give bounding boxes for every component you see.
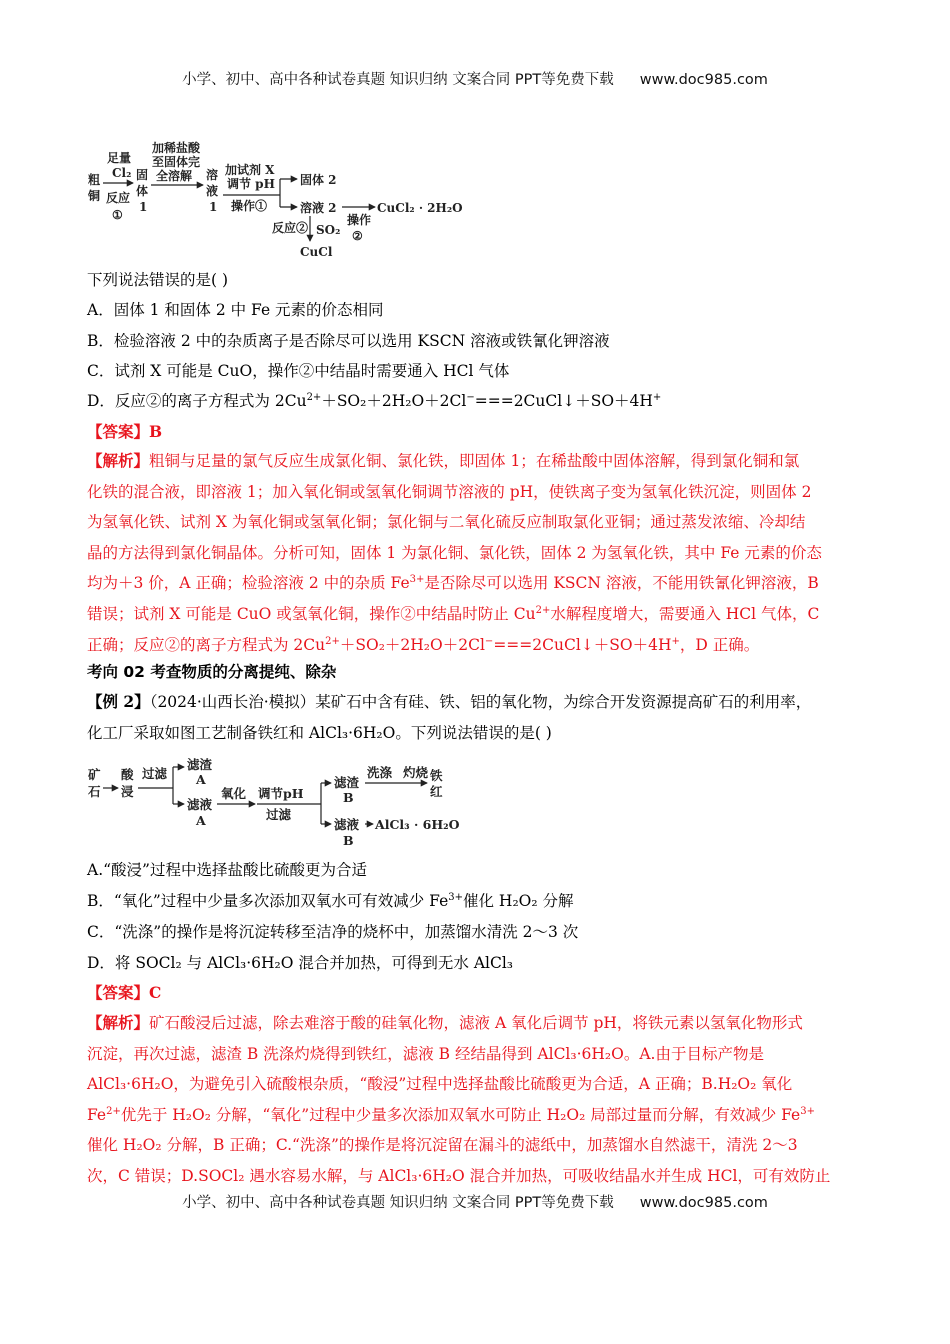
d1-solid2: 固体 2 bbox=[300, 173, 337, 187]
footer-text: 小学、初中、高中各种试卷真题 知识归纳 文案合同 PPT等免费下载 bbox=[182, 1195, 614, 1211]
section-title: 考向 02 考查物质的分离提纯、除杂 bbox=[87, 663, 337, 681]
header-site[interactable]: www.doc985.com bbox=[639, 72, 768, 88]
d1-s1-top-2: Cl₂ bbox=[112, 166, 132, 180]
d1-start-1: 粗 bbox=[88, 173, 101, 187]
d1-solid1-3: 1 bbox=[139, 200, 148, 214]
d2-residueB-1: 滤渣 bbox=[334, 775, 360, 790]
d2-oxidize: 氧化 bbox=[221, 786, 247, 801]
d2-acid-2: 浸 bbox=[121, 784, 134, 799]
q2-option-d: D．将 SOCl₂ 与 AlCl₃·6H₂O 混合并加热，可得到无水 AlCl₃ bbox=[87, 954, 514, 972]
d1-so2: SO₂ bbox=[316, 223, 341, 237]
flowchart-ore bbox=[85, 752, 465, 852]
d2-ore-2: 石 bbox=[88, 784, 101, 799]
page-footer bbox=[0, 1191, 950, 1212]
d2-filtrateB-2: B bbox=[343, 833, 354, 848]
d2-filtrateA-1: 滤液 bbox=[187, 797, 213, 812]
q1-stem: 下列说法错误的是( ) bbox=[87, 271, 229, 289]
q1-option-c: C．试剂 X 可能是 CuO，操作②中结晶时需要通入 HCl 气体 bbox=[87, 362, 510, 380]
page-header bbox=[0, 68, 950, 89]
d1-s3-top-1: 加试剂 X bbox=[225, 163, 275, 177]
d1-cucl: CuCl bbox=[300, 245, 333, 259]
flowchart-crude-copper bbox=[85, 140, 485, 260]
q2-answer: 【答案】C bbox=[87, 983, 162, 1002]
d2-ore-1: 矿 bbox=[88, 767, 101, 782]
q2-option-c: C．“洗涤”的操作是将沉淀转移至洁净的烧杯中，加蒸馏水清洗 2～3 次 bbox=[87, 923, 579, 941]
d2-residueA-1: 滤渣 bbox=[187, 757, 213, 772]
d2-filtrateA-2: A bbox=[196, 813, 206, 828]
d1-s2-top-2: 至固体完 bbox=[152, 155, 201, 169]
d2-red-1: 铁 bbox=[430, 768, 443, 783]
d2-filter1: 过滤 bbox=[142, 766, 168, 781]
q1-answer: 【答案】B bbox=[87, 422, 163, 441]
d2-burn: 灼烧 bbox=[403, 765, 429, 780]
q1-option-a: A．固体 1 和固体 2 中 Fe 元素的价态相同 bbox=[87, 301, 384, 319]
q2-explanation: 【解析】矿石酸浸后过滤，除去难溶于酸的硅氧化物，滤液 A 氧化后调节 pH，将铁元素以氢氧化物形式 沉淀，再次过滤，滤渣 B 洗涤灼烧得到铁红，滤液 B 经结晶得到 AlCl₃·6H₂O。A.由于目标产物是 AlCl₃·6H₂O，为避免引入硫酸根杂质，“酸浸”过程中选择盐酸比硫酸更为合适，A 正确；B.H₂O₂ 氧化 $Fe^{2+}$优先于 H₂O₂ 分解，“氧化”过程中少量多次添加双氧水可防止 H₂O₂ 局部过量而分解，有效减少 $Fe^{3+}$ 催化 H₂O₂ 分解，B 正确；C.“洗涤”的操作是将沉淀留在漏斗的滤纸中，加蒸馏水自然滤干，清洗 2～3 次，C 错误；D.SOCl₂ 遇水容易水解，与 AlCl₃·6H₂O 混合并加热，可吸收结晶水并生成 HCl，可有效防止 bbox=[87, 1013, 831, 1185]
q2-stem-2: 化工厂采取如图工艺制备铁红和 AlCl₃·6H₂O。下列说法错误的是( ) bbox=[87, 724, 552, 742]
d1-s3-top-2: 调节 pH bbox=[227, 177, 275, 191]
d1-solid1-2: 体 bbox=[136, 184, 149, 198]
d1-solution1-3: 1 bbox=[209, 200, 218, 214]
d1-product: CuCl₂ · 2H₂O bbox=[377, 201, 463, 215]
q2-option-b: B．“氧化”过程中少量多次添加双氧水可有效减少 $Fe^{3+}$催化 H₂O₂ 分解 bbox=[87, 891, 574, 910]
d2-red-2: 红 bbox=[430, 784, 443, 799]
d1-solution1-1: 溶 bbox=[206, 168, 219, 182]
d1-op2-2: ② bbox=[352, 229, 363, 243]
header-text: 小学、初中、高中各种试卷真题 知识归纳 文案合同 PPT等免费下载 bbox=[182, 72, 614, 88]
d2-filtrateB-1: 滤液 bbox=[334, 817, 360, 832]
d2-wash: 洗涤 bbox=[367, 765, 393, 780]
d1-s1-bottom-2: ① bbox=[112, 208, 123, 222]
q1-option-d: D．反应②的离子方程式为 $2Cu^{2+}+SO_2+2H_2O+2Cl^-===2CuCl↓+SO+4H^+$ bbox=[87, 391, 662, 410]
d1-s2-top-3: 全溶解 bbox=[156, 169, 193, 183]
d1-solution2: 溶液 2 bbox=[300, 201, 337, 215]
d1-react2: 反应② bbox=[272, 221, 309, 235]
q1-option-b: B．检验溶液 2 中的杂质离子是否除尽可以选用 KSCN 溶液或铁氰化钾溶液 bbox=[87, 332, 610, 350]
d2-filter2: 过滤 bbox=[266, 807, 292, 822]
d1-s1-bottom-1: 反应 bbox=[106, 191, 131, 205]
footer-site[interactable]: www.doc985.com bbox=[639, 1195, 768, 1211]
d1-s1-top-1: 足量 bbox=[107, 151, 132, 165]
d2-acid-1: 酸 bbox=[121, 767, 134, 782]
d1-op2-1: 操作 bbox=[347, 213, 372, 227]
d2-adjust: 调节pH bbox=[258, 786, 304, 801]
d1-start-2: 铜 bbox=[88, 189, 101, 203]
d1-solution1-2: 液 bbox=[206, 184, 219, 198]
q2-stem-1: 【例 2】（2024·山西长治·模拟）某矿石中含有硅、铁、铝的氧化物，为综合开发资源提高矿石的利用率， bbox=[87, 692, 812, 711]
d2-residueB-2: B bbox=[343, 790, 354, 805]
q1-explanation: 【解析】粗铜与足量的氯气反应生成氯化铜、氯化铁，即固体 1；在稀盐酸中固体溶解，得到氯化铜和氯 化铁的混合液，即溶液 1；加入氧化铜或氢氧化铜调节溶液的 pH，使铁离子变为氢氧化铁沉淀，则固体 2 为氢氧化铁、试剂 X 为氧化铜或氢氧化铜；氯化铜与二氧化硫反应制取氯化亚铜；通过蒸发浓缩、冷却结 晶的方法得到氯化铜晶体。分析可知，固体 1 为氯化铜、氯化铁，固体 2 为氢氧化铁，其中 Fe 元素的价态 均为＋3 价，A 正确；检验溶液 2 中的杂质 $Fe^{3+}$是否除尽可以选用 KSCN 溶液，不能用铁氰化钾溶液，B 错误；试剂 X 可能是 CuO 或氢氧化铜，操作②中结晶时防止 $Cu^{2+}$水解程度增大，需要通入 HCl 气体，C 正确；反应②的离子方程式为 $2Cu^{2+}+SO_2+2H_2O+2Cl^-===2CuCl↓+SO+4H^+$，D 正确。 bbox=[87, 451, 822, 654]
d1-solid1-1: 固 bbox=[136, 168, 149, 182]
q2-option-a: A.“酸浸”过程中选择盐酸比硫酸更为合适 bbox=[87, 861, 367, 879]
d1-s3-bottom: 操作① bbox=[231, 199, 268, 213]
d1-s2-top-1: 加稀盐酸 bbox=[152, 141, 201, 155]
d2-residueA-2: A bbox=[196, 772, 206, 787]
d2-product: AlCl₃ · 6H₂O bbox=[375, 817, 460, 832]
